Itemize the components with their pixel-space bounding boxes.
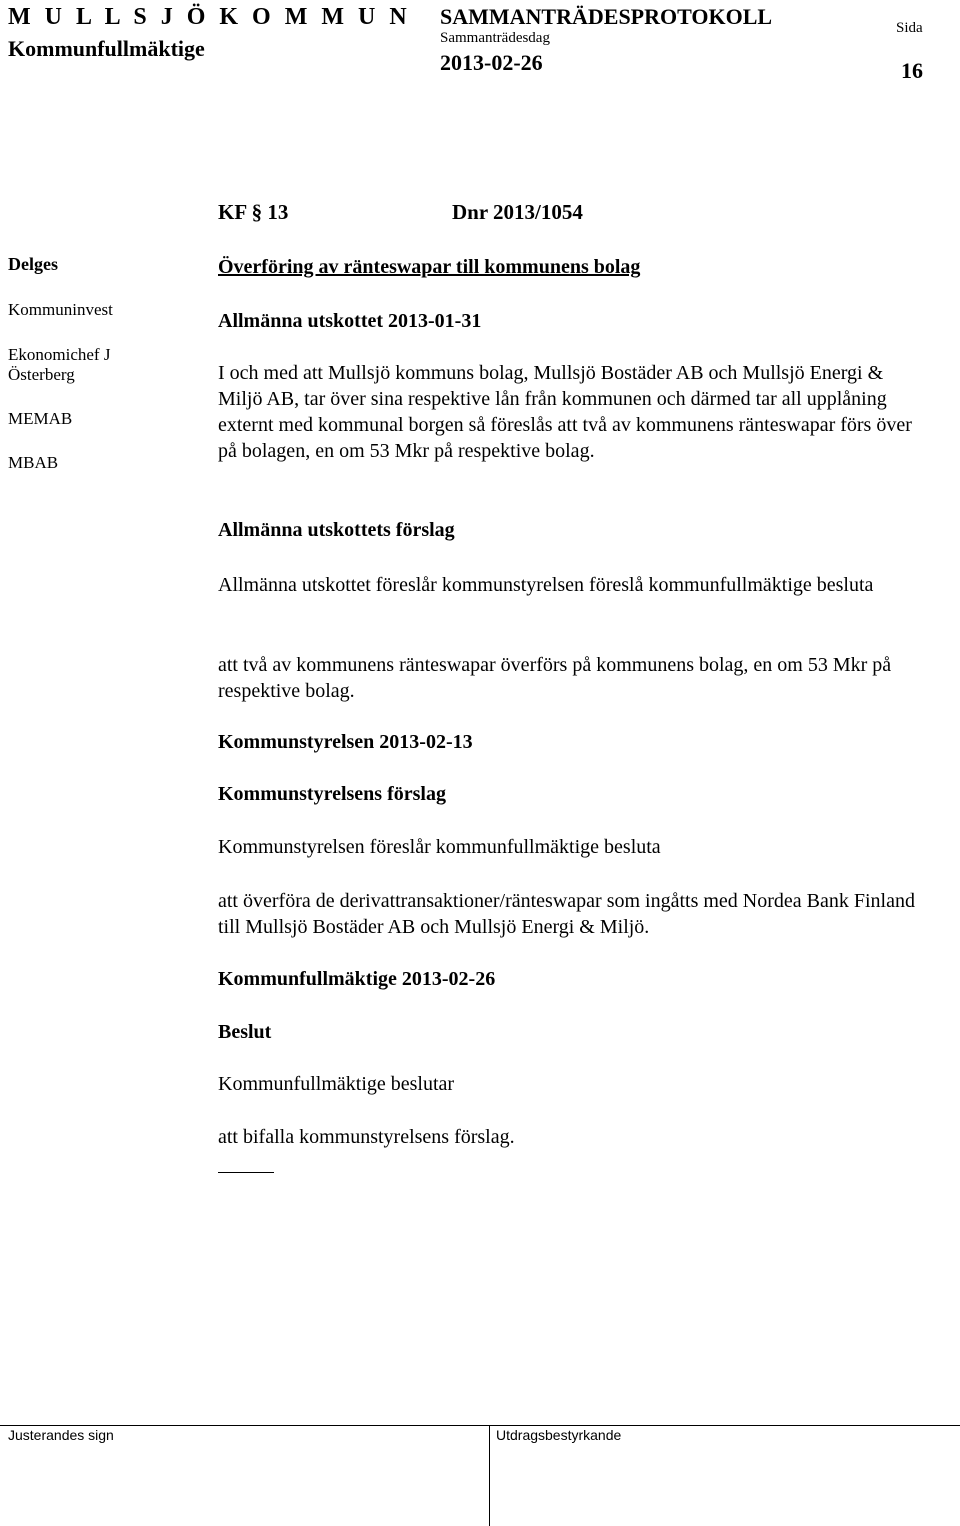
- recipient: Ekonomichef J: [8, 345, 111, 364]
- page-number: 16: [901, 58, 923, 83]
- date-label: Sammanträdesdag: [440, 30, 550, 46]
- decision-att: att bifalla kommunstyrelsens förslag.: [218, 1126, 515, 1148]
- end-mark-rule: [218, 1172, 274, 1173]
- extract-certification-label: Utdragsbestyrkande: [496, 1427, 622, 1443]
- kf-heading: Kommunfullmäktige 2013-02-26: [218, 968, 496, 990]
- ks-proposal-text: Kommunstyrelsen föreslår kommunfullmäktige besluta: [218, 836, 661, 858]
- adjuster-signature-label: Justerandes sign: [8, 1427, 114, 1443]
- au-proposal-att: att två av kommunens ränteswapar överförs på kommunens bolag, en om 53 Mkr på respektive bolag.: [218, 654, 892, 702]
- case-dnr: Dnr 2013/1054: [452, 200, 583, 224]
- recipient: Kommuninvest: [8, 300, 113, 319]
- footer-divider: [489, 1425, 490, 1526]
- ks-proposal-heading: Kommunstyrelsens förslag: [218, 783, 446, 805]
- au-proposal-text: Allmänna utskottet föreslår kommunstyrelsen föreslå kommunfullmäktige besluta: [218, 574, 874, 596]
- municipality-name: M U L L S J Ö K O M M U N: [8, 4, 411, 30]
- au-heading: Allmänna utskottet 2013-01-31: [218, 310, 482, 332]
- meeting-date: 2013-02-26: [440, 50, 543, 75]
- page-label: Sida: [896, 20, 923, 36]
- recipient: MEMAB: [8, 409, 73, 428]
- ks-proposal-att: att överföra de derivattransaktioner/ränteswapar som ingåtts med Nordea Bank Finland till Mullsjö Bostäder AB och Mullsjö Energi & Miljö.: [218, 890, 915, 938]
- recipient: Österberg: [8, 365, 75, 384]
- footer-rule: [0, 1425, 960, 1426]
- case-title: Överföring av ränteswapar till kommunens bolag: [218, 256, 641, 278]
- case-number: KF § 13: [218, 200, 289, 224]
- decision-text: Kommunfullmäktige beslutar: [218, 1073, 455, 1095]
- distribution-heading: Delges: [8, 254, 58, 274]
- background-paragraph: I och med att Mullsjö kommuns bolag, Mullsjö Bostäder AB och Mullsjö Energi & Miljö AB, tar över sina respektive lån från kommunen och därmed tar all upplåning externt med kommunal borgen så föreslås att två av kommunens ränteswapar förs över på bolagen, en om 53 Mkr på respektive bolag.: [218, 362, 912, 462]
- body-name: Kommunfullmäktige: [8, 36, 205, 61]
- recipient: MBAB: [8, 453, 59, 472]
- au-proposal-heading: Allmänna utskottets förslag: [218, 519, 455, 541]
- ks-heading: Kommunstyrelsen 2013-02-13: [218, 731, 473, 753]
- decision-heading: Beslut: [218, 1021, 272, 1043]
- document-type: SAMMANTRÄDESPROTOKOLL: [440, 4, 773, 29]
